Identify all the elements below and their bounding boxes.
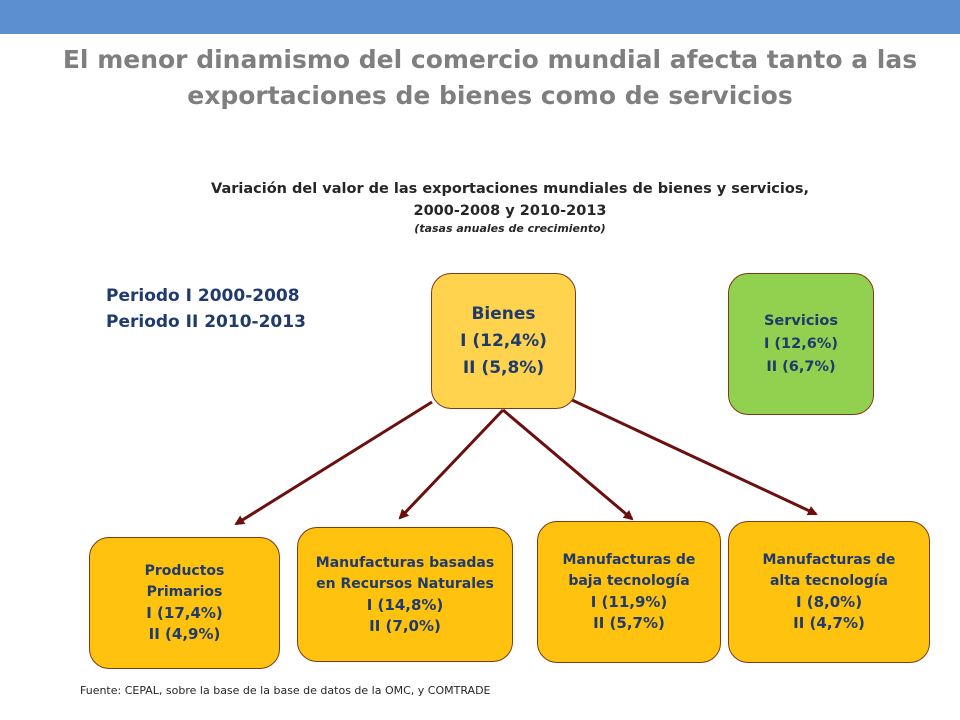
- productos-label-1: Productos: [144, 563, 225, 579]
- manuf-recursos-label-1: Manufacturas basadas: [315, 554, 495, 571]
- node-bienes: [431, 273, 576, 409]
- arrow-to-manuf-baja: [503, 410, 632, 519]
- manuf-alta-label-2: alta tecnología: [769, 573, 888, 589]
- bienes-period-2: II (5,8%): [462, 357, 545, 378]
- title-line-2: exportaciones de bienes como de servicios: [187, 81, 793, 110]
- legend-period-1: Periodo I 2000-2008: [106, 286, 300, 306]
- subtitle-line-2: 2000-2008 y 2010-2013: [413, 203, 607, 219]
- node-productos-primarios: [89, 537, 280, 669]
- manuf-alta-label-1: Manufacturas de: [762, 552, 896, 568]
- node-servicios: [728, 273, 874, 415]
- title-line-1: El menor dinamismo del comercio mundial afecta tanto a las: [62, 45, 918, 74]
- manuf-baja-period-2: II (5,7%): [593, 614, 665, 632]
- arrow-to-manuf-alta: [572, 400, 816, 514]
- manuf-baja-label-1: Manufacturas de: [562, 552, 696, 568]
- bienes-label: Bienes: [471, 303, 536, 324]
- productos-period-1: I (17,4%): [146, 604, 223, 622]
- productos-label-2: Primarios: [146, 584, 223, 600]
- legend-period-2: Periodo II 2010-2013: [106, 312, 306, 332]
- source-note: Fuente: CEPAL, sobre la base de la base de datos de la OMC, y COMTRADE: [80, 684, 491, 697]
- servicios-period-1: I (12,6%): [763, 335, 838, 352]
- manuf-recursos-period-1: I (14,8%): [366, 595, 444, 614]
- servicios-label: Servicios: [763, 312, 838, 329]
- manuf-baja-period-1: I (11,9%): [590, 593, 668, 611]
- subtitle-line-1: Variación del valor de las exportaciones mundiales de bienes y servicios,: [211, 181, 809, 197]
- manuf-alta-period-2: II (4,7%): [793, 614, 865, 632]
- manuf-recursos-period-2: II (7,0%): [369, 616, 441, 635]
- arrow-to-productos-primarios: [236, 402, 432, 524]
- servicios-period-2: II (6,7%): [766, 358, 836, 375]
- bienes-period-1: I (12,4%): [460, 330, 547, 351]
- node-manuf-alta: [728, 521, 930, 663]
- manuf-alta-period-1: I (8,0%): [795, 593, 863, 611]
- manuf-recursos-label-2: en Recursos Naturales: [316, 575, 494, 592]
- arrow-to-manuf-recursos: [400, 410, 503, 518]
- subtitle-note: (tasas anuales de crecimiento): [414, 222, 606, 235]
- productos-period-2: II (4,9%): [148, 625, 221, 643]
- node-manuf-baja: [537, 521, 721, 663]
- node-manuf-recursos: [297, 527, 513, 662]
- manuf-baja-label-2: baja tecnología: [568, 573, 690, 589]
